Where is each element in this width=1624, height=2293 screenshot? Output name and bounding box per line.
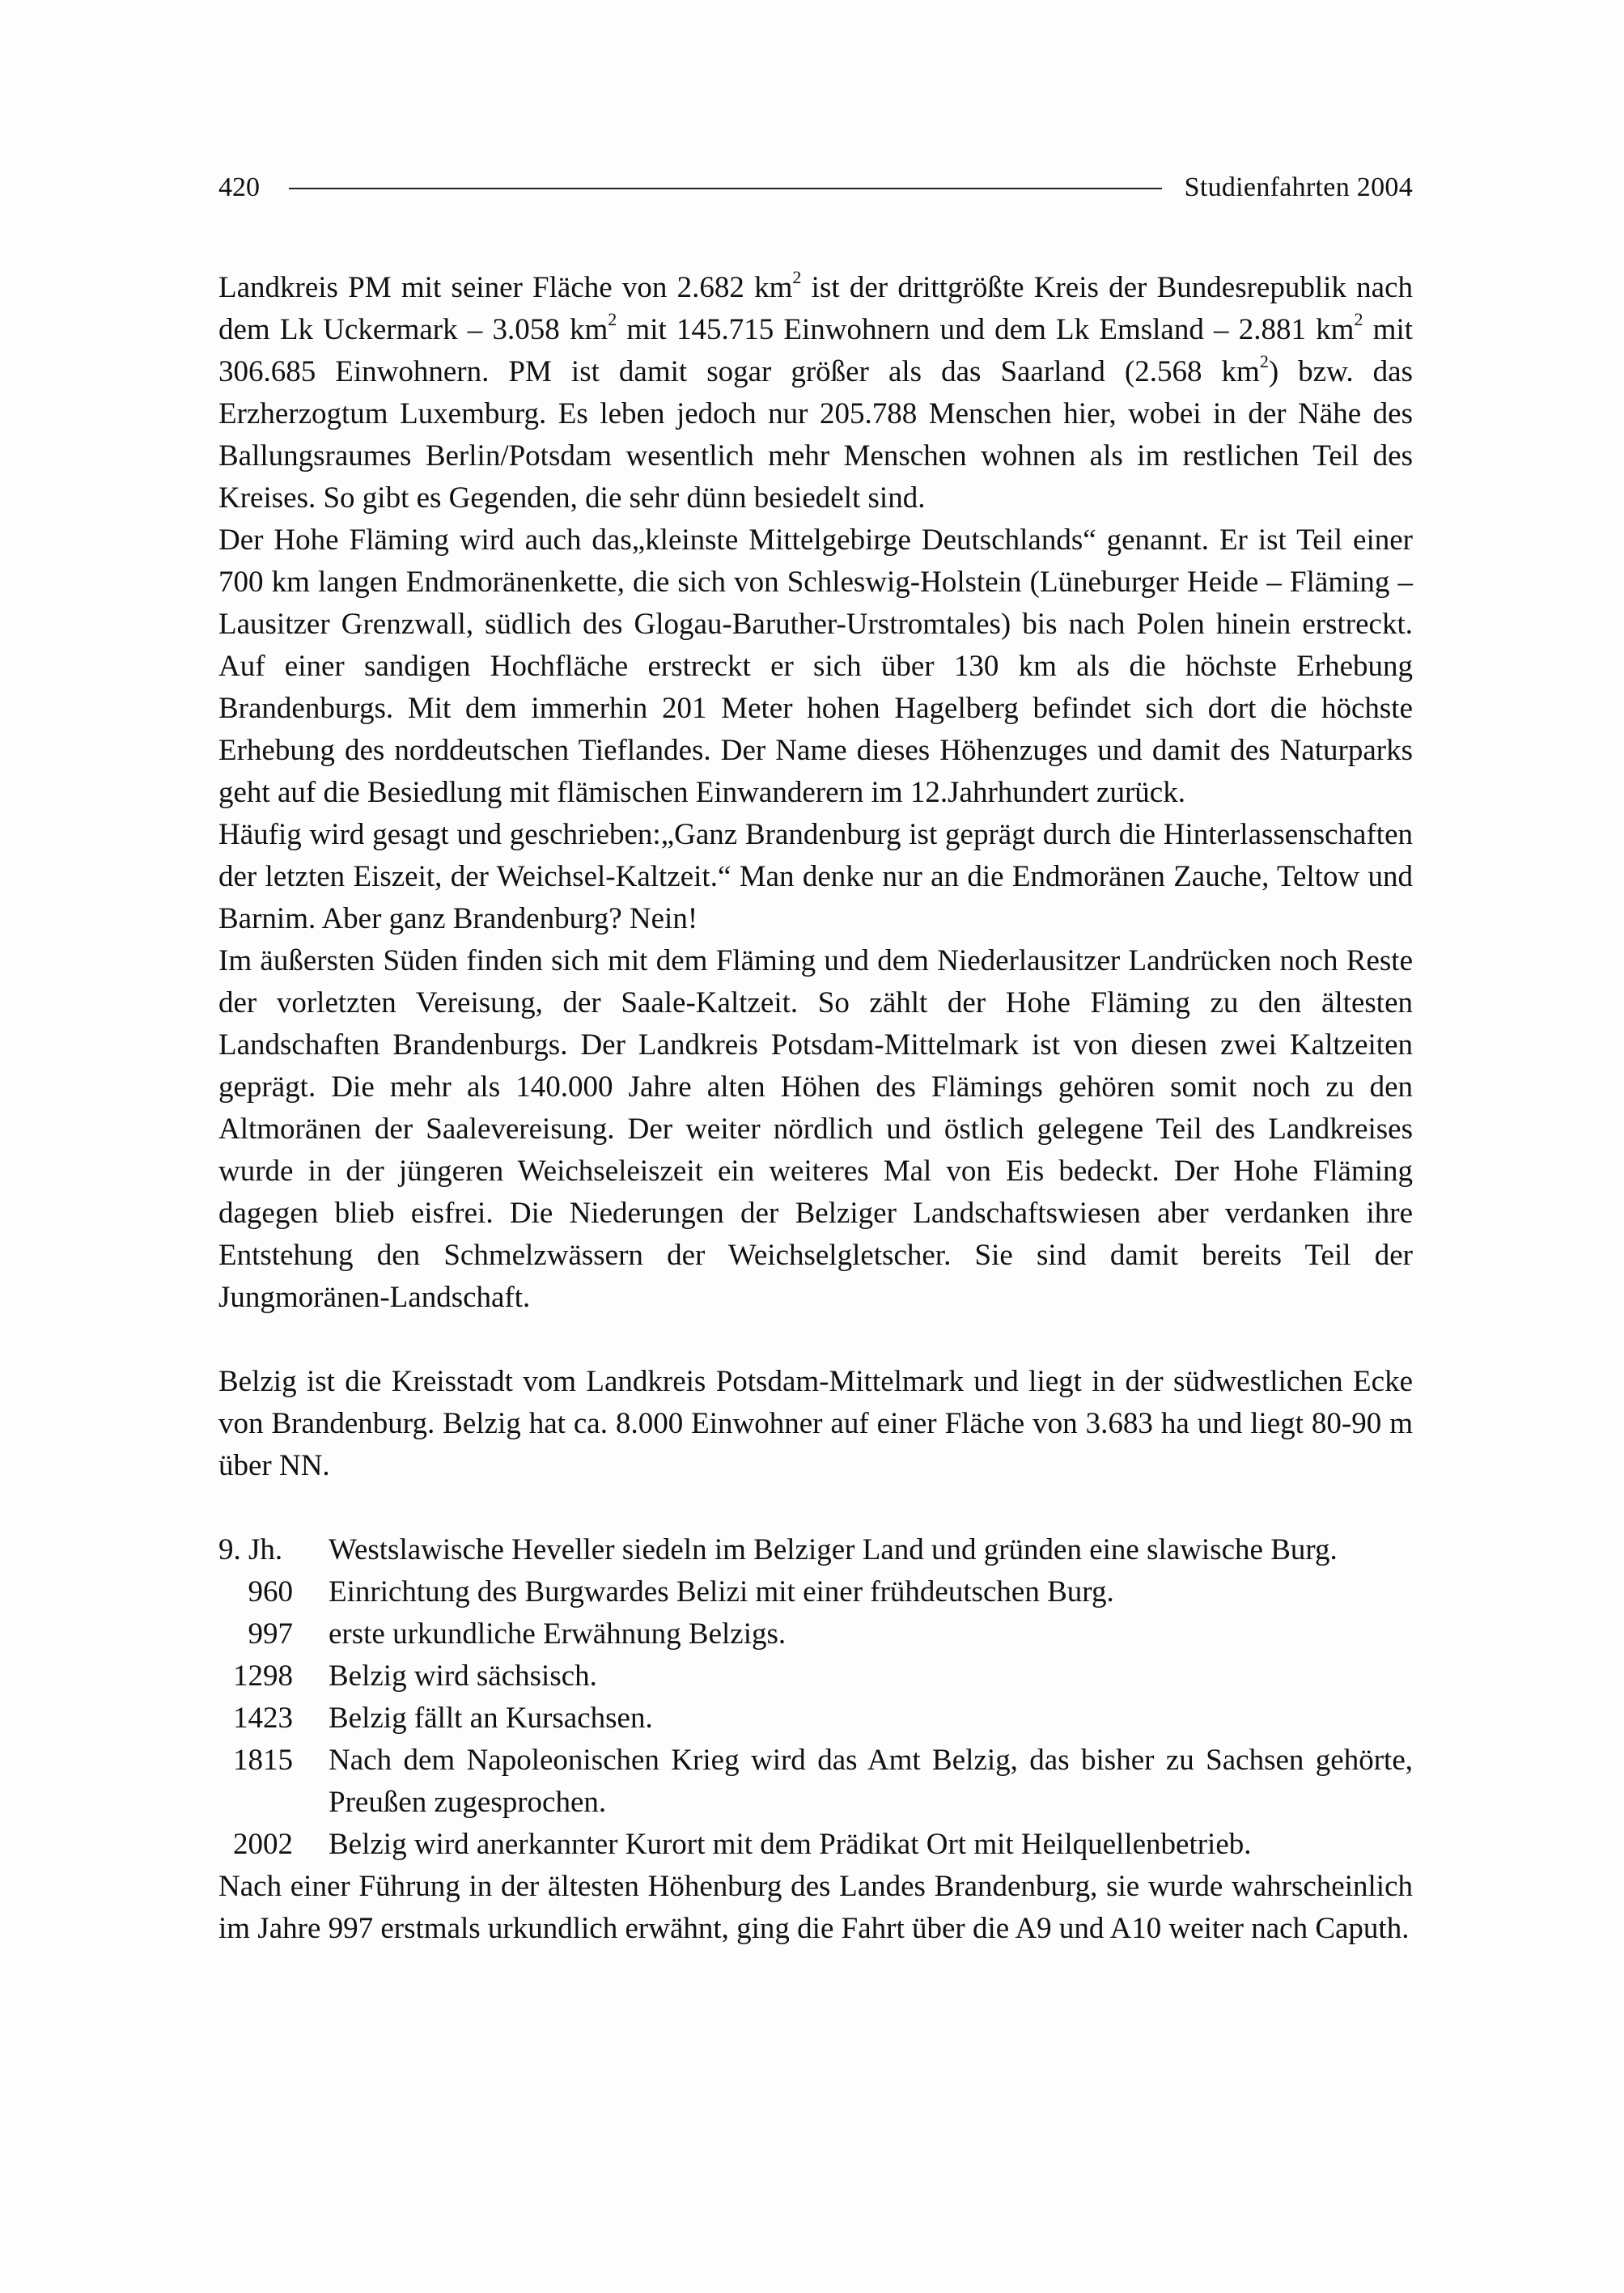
timeline-entry xyxy=(218,1697,1413,1740)
timeline-event: Belzig wird anerkannter Kurort mit dem Prädikat Ort mit Heilquellenbetrieb. xyxy=(329,1828,1252,1861)
superscript-2: 2 xyxy=(608,308,617,329)
superscript-2: 2 xyxy=(1259,350,1269,371)
timeline-event: Einrichtung des Burgwardes Belizi mit einer frühdeutschen Burg. xyxy=(329,1575,1114,1608)
timeline-event: Westslawische Heveller siedeln im Belziger Land und gründen eine slawische Burg. xyxy=(329,1533,1338,1566)
page-header xyxy=(218,167,1413,208)
paragraph-outro: Nach einer Führung in der ältesten Höhenburg des Landes Brandenburg, sie wurde wahrscheinlich im Jahre 997 erstmals urkundlich erwähnt, ging die Fahrt über die A9 und A10 weiter nach Caputh. xyxy=(218,1870,1413,1945)
intro-text-2: ist der drittgrößte Kreis der Bundesrepublik nach dem Lk Uckermark – 3.058 km xyxy=(218,271,1413,346)
paragraph-gap xyxy=(218,1319,1413,1361)
belzig-timeline xyxy=(218,1529,1413,1866)
timeline-entry xyxy=(218,1529,1413,1571)
timeline-year: 9. Jh. xyxy=(218,1533,283,1566)
timeline-year: 1298 xyxy=(233,1659,293,1693)
timeline-year: 1815 xyxy=(233,1744,293,1777)
paragraph-gap xyxy=(218,1487,1413,1529)
page-number: 420 xyxy=(218,172,260,202)
timeline-year: 997 xyxy=(248,1617,293,1651)
timeline-entry xyxy=(218,1824,1413,1866)
timeline-entry xyxy=(218,1655,1413,1697)
timeline-event: Belzig fällt an Kursachsen. xyxy=(329,1702,653,1735)
timeline-year: 960 xyxy=(248,1575,293,1608)
paragraph-flaeming: Der Hohe Fläming wird auch das„kleinste Mittelgebirge Deutschlands“ genannt. Er ist Teil einer 700 km langen Endmoränenkette, die sich von Schleswig-Holstein (Lüneburger Heide – Fläming – Lausitzer Grenzwall, südlich des Glogau-Baruther-Urstromtales) bis nach Polen hinein erstreckt. Auf einer sandigen Hochfläche erstreckt er sich über 130 km als die höchste Erhebung Brandenburgs. Mit dem immerhin 201 Meter hohen Hagelberg befindet sich dort die höchste Erhebung des norddeutschen Tieflandes. Der Name dieses Höhenzuges und damit des Naturparks geht auf die Besiedlung mit flämischen Einwanderern im 12.Jahrhundert zurück. xyxy=(218,523,1413,809)
running-title: Studienfahrten 2004 xyxy=(1184,172,1413,202)
paragraph-intro xyxy=(218,267,1413,519)
intro-text-4: mit 306.685 Einwohnern. PM ist damit sogar größer als das Saarland (2.568 km xyxy=(218,313,1414,388)
timeline-year: 1423 xyxy=(233,1702,293,1735)
superscript-2: 2 xyxy=(792,266,802,287)
intro-text-5: ) bzw. das Erzherzogtum Luxemburg. Es leben jedoch nur 205.788 Menschen hier, wobei in der Nähe des Ballungsraumes Berlin/Potsdam wesentlich mehr Menschen wohnen als im restlichen Teil des Kreises. So gibt es Gegenden, die sehr dünn besiedelt sind. xyxy=(218,355,1414,515)
paragraph-eiszeit: Häufig wird gesagt und geschrieben:„Ganz Brandenburg ist geprägt durch die Hinterlassenschaften der letzten Eiszeit, der Weichsel-Kaltzeit.“ Man denke nur an die Endmoränen Zauche, Teltow und Barnim. Aber ganz Brandenburg? Nein! xyxy=(218,818,1413,935)
timeline-entry xyxy=(218,1571,1413,1613)
timeline-entry xyxy=(218,1613,1413,1655)
body-text xyxy=(218,267,1413,1950)
timeline-year: 2002 xyxy=(233,1828,293,1861)
timeline-entry xyxy=(218,1740,1413,1824)
header-rule xyxy=(289,188,1162,189)
timeline-event: Nach dem Napoleonischen Krieg wird das Amt Belzig, das bisher zu Sachsen gehörte, Preußen zugesprochen. xyxy=(329,1744,1413,1819)
intro-text-3: mit 145.715 Einwohnern und dem Lk Emsland – 2.881 km xyxy=(617,313,1355,346)
timeline-event: Belzig wird sächsisch. xyxy=(329,1659,597,1693)
superscript-2: 2 xyxy=(1354,308,1363,329)
paragraph-sueden: Im äußersten Süden finden sich mit dem Fläming und dem Niederlausitzer Landrücken noch Reste der vorletzten Vereisung, der Saale-Kaltzeit. So zählt der Hohe Fläming zu den ältesten Landschaften Brandenburgs. Der Landkreis Potsdam-Mittelmark ist von diesen zwei Kaltzeiten geprägt. Die mehr als 140.000 Jahre alten Höhen des Flämings gehören somit noch zu den Altmoränen der Saalevereisung. Der weiter nördlich und östlich gelegene Teil des Landkreises wurde in der jüngeren Weichseleiszeit ein weiteres Mal von Eis bedeckt. Der Hohe Fläming dagegen blieb eisfrei. Die Niederungen der Belziger Landschaftswiesen aber verdanken ihre Entstehung den Schmelzwässern der Weichselgletscher. Sie sind damit bereits Teil der Jungmoränen-Landschaft. xyxy=(218,944,1413,1314)
timeline-event: erste urkundliche Erwähnung Belzigs. xyxy=(329,1617,787,1651)
intro-text-1: Landkreis PM mit seiner Fläche von 2.682 km xyxy=(218,271,793,304)
paragraph-belzig: Belzig ist die Kreisstadt vom Landkreis Potsdam-Mittelmark und liegt in der südwestlichen Ecke von Brandenburg. Belzig hat ca. 8.000 Einwohner auf einer Fläche von 3.683 ha und liegt 80-90 m über NN. xyxy=(218,1365,1413,1482)
